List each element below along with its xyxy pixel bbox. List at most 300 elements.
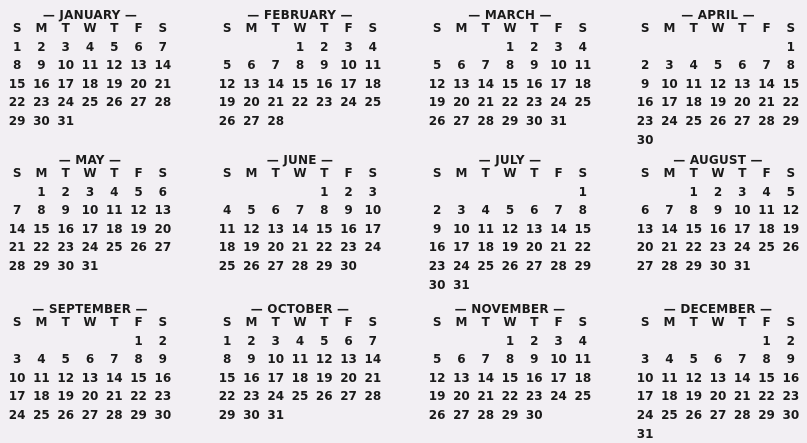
weekday-header: T: [61, 315, 70, 329]
day-cell: 25: [81, 95, 99, 110]
day-grid: [633, 164, 803, 276]
day-cell: 5: [134, 184, 143, 199]
day-cell: 27: [709, 407, 727, 422]
day-cell: 20: [453, 389, 470, 404]
day-cell: 18: [364, 76, 382, 91]
weekday-header: T: [320, 315, 329, 329]
day-cell: 2: [344, 184, 353, 199]
weekday-header: T: [271, 21, 280, 35]
day-cell: 2: [530, 333, 539, 348]
day-cell: 24: [550, 95, 567, 110]
weekday-header: T: [481, 21, 490, 35]
day-cell: 16: [315, 76, 333, 91]
day-cell: 21: [154, 76, 172, 91]
day-cell: 23: [243, 389, 260, 404]
day-cell: 21: [8, 240, 26, 255]
day-cell: 19: [782, 221, 800, 236]
day-cell: 11: [758, 203, 775, 218]
day-cell: 21: [477, 389, 495, 404]
day-cell: 26: [105, 95, 123, 110]
day-cell: 29: [33, 258, 50, 273]
day-cell: 8: [786, 58, 796, 73]
day-cell: 27: [154, 240, 172, 255]
weekday-header: S: [222, 21, 232, 35]
empty-cell: [522, 183, 546, 202]
day-cell: 20: [81, 389, 99, 404]
weekday-header: M: [663, 166, 676, 180]
day-cell: 7: [481, 58, 490, 73]
day-cell: 10: [8, 370, 26, 385]
empty-cell: [102, 332, 126, 351]
day-cell: 25: [105, 240, 123, 255]
day-cell: 2: [247, 333, 256, 348]
day-cell: 2: [786, 333, 796, 348]
day-cell: 2: [432, 203, 442, 218]
day-cell: 6: [85, 352, 95, 367]
day-cell: 13: [636, 221, 654, 236]
day-cell: 26: [428, 113, 446, 128]
day-cell: 14: [477, 76, 495, 91]
month-title: — APRIL —: [681, 8, 755, 22]
day-cell: 23: [33, 95, 50, 110]
empty-cell: [754, 38, 778, 57]
day-cell: 25: [574, 95, 592, 110]
day-cell: 17: [81, 221, 99, 236]
day-cell: 14: [8, 221, 26, 236]
day-cell: 27: [340, 389, 357, 404]
day-cell: 10: [733, 203, 751, 218]
day-cell: 17: [661, 95, 678, 110]
day-cell: 14: [105, 370, 123, 385]
empty-cell: [449, 332, 473, 351]
day-cell: 19: [218, 95, 236, 110]
empty-cell: [264, 183, 288, 202]
day-cell: 28: [364, 389, 382, 404]
day-cell: 9: [158, 352, 168, 367]
weekday-header: W: [83, 166, 97, 180]
day-cell: 25: [685, 113, 703, 128]
day-cell: 29: [782, 113, 800, 128]
weekday-header: T: [530, 166, 539, 180]
month-title: — AUGUST —: [673, 153, 763, 167]
day-grid: [215, 313, 385, 425]
day-cell: 8: [505, 58, 515, 73]
day-cell: 20: [709, 389, 727, 404]
empty-cell: [682, 38, 706, 57]
empty-cell: [730, 38, 754, 57]
day-cell: 3: [85, 184, 95, 199]
weekday-header: M: [35, 21, 48, 35]
day-cell: 29: [8, 113, 26, 128]
day-cell: 5: [110, 39, 119, 54]
day-cell: 12: [709, 76, 727, 91]
day-cell: 25: [33, 407, 50, 422]
weekday-header: W: [503, 315, 517, 329]
day-cell: 6: [530, 203, 539, 218]
day-cell: 28: [661, 258, 678, 273]
day-cell: 24: [636, 407, 654, 422]
day-cell: 11: [81, 58, 99, 73]
weekday-header: M: [35, 315, 48, 329]
day-cell: 30: [709, 258, 727, 273]
weekday-header: T: [689, 315, 698, 329]
day-cell: 27: [81, 407, 99, 422]
day-cell: 12: [130, 203, 147, 218]
day-cell: 6: [271, 203, 280, 218]
month-title: — DECEMBER —: [663, 302, 773, 316]
day-cell: 7: [271, 58, 280, 73]
day-cell: 20: [267, 240, 285, 255]
day-cell: 1: [578, 184, 588, 199]
day-cell: 23: [525, 389, 543, 404]
day-cell: 3: [271, 333, 280, 348]
day-cell: 22: [33, 240, 50, 255]
day-cell: 2: [640, 58, 650, 73]
weekday-header: T: [689, 21, 698, 35]
day-cell: 25: [477, 258, 495, 273]
weekday-header: T: [320, 166, 329, 180]
day-cell: 26: [57, 407, 75, 422]
empty-cell: [78, 332, 102, 351]
day-cell: 14: [758, 76, 775, 91]
day-cell: 8: [505, 352, 515, 367]
day-cell: 10: [453, 221, 470, 236]
day-cell: 1: [505, 39, 515, 54]
day-cell: 12: [428, 370, 446, 385]
day-cell: 4: [665, 352, 674, 367]
day-cell: 23: [428, 258, 446, 273]
day-cell: 8: [12, 58, 22, 73]
day-cell: 22: [758, 389, 775, 404]
day-grid: [633, 313, 803, 443]
day-cell: 1: [295, 39, 305, 54]
day-cell: 12: [243, 221, 260, 236]
weekday-header: M: [35, 166, 48, 180]
empty-cell: [730, 332, 754, 351]
day-cell: 21: [733, 389, 751, 404]
day-cell: 14: [661, 221, 678, 236]
day-cell: 6: [247, 58, 256, 73]
month-title: — JUNE —: [266, 153, 334, 167]
day-cell: 17: [364, 221, 382, 236]
day-cell: 27: [243, 113, 260, 128]
weekday-header: W: [711, 315, 725, 329]
day-cell: 18: [218, 240, 236, 255]
day-cell: 14: [364, 352, 382, 367]
day-cell: 9: [713, 203, 723, 218]
day-cell: 19: [57, 389, 75, 404]
day-cell: 18: [574, 76, 592, 91]
weekday-header: T: [481, 166, 490, 180]
weekday-header: S: [640, 315, 650, 329]
day-cell: 20: [453, 95, 470, 110]
day-cell: 4: [295, 333, 305, 348]
day-cell: 30: [154, 407, 172, 422]
day-cell: 16: [525, 370, 543, 385]
day-cell: 4: [85, 39, 95, 54]
day-cell: 31: [636, 426, 654, 441]
day-grid: [425, 164, 595, 294]
empty-cell: [633, 183, 657, 202]
day-cell: 28: [477, 113, 495, 128]
weekday-header: W: [711, 166, 725, 180]
day-cell: 27: [525, 258, 543, 273]
day-cell: 29: [218, 407, 236, 422]
day-cell: 14: [550, 221, 567, 236]
empty-cell: [474, 332, 498, 351]
day-cell: 15: [685, 221, 703, 236]
empty-cell: [425, 332, 449, 351]
day-cell: 1: [505, 333, 515, 348]
day-cell: 13: [453, 76, 470, 91]
day-cell: 16: [243, 370, 260, 385]
day-cell: 22: [315, 240, 333, 255]
day-cell: 14: [154, 58, 172, 73]
weekday-header: F: [134, 21, 143, 35]
day-cell: 28: [758, 113, 775, 128]
weekday-header: M: [455, 166, 468, 180]
day-cell: 8: [689, 203, 698, 218]
day-cell: 25: [574, 389, 592, 404]
day-cell: 26: [709, 113, 727, 128]
empty-cell: [633, 332, 657, 351]
empty-cell: [54, 332, 78, 351]
day-grid: [425, 313, 595, 425]
day-cell: 26: [782, 240, 800, 255]
day-cell: 5: [320, 333, 329, 348]
day-cell: 8: [222, 352, 232, 367]
day-cell: 14: [733, 370, 751, 385]
month-title: — FEBRUARY —: [247, 8, 353, 22]
day-cell: 26: [130, 240, 147, 255]
day-cell: 27: [453, 113, 470, 128]
day-cell: 7: [12, 203, 22, 218]
day-cell: 30: [525, 407, 543, 422]
empty-cell: [5, 183, 29, 202]
day-cell: 18: [574, 370, 592, 385]
day-cell: 17: [733, 221, 751, 236]
day-cell: 19: [685, 389, 703, 404]
day-cell: 2: [158, 333, 168, 348]
month-title: — NOVEMBER —: [454, 302, 566, 316]
day-cell: 12: [57, 370, 75, 385]
day-cell: 11: [291, 352, 309, 367]
month-title: — OCTOBER —: [250, 302, 350, 316]
day-cell: 28: [8, 258, 26, 273]
day-cell: 12: [428, 76, 446, 91]
day-cell: 20: [243, 95, 260, 110]
day-cell: 31: [550, 113, 567, 128]
weekday-header: S: [158, 315, 168, 329]
day-cell: 19: [105, 76, 123, 91]
day-cell: 11: [685, 76, 703, 91]
weekday-header: W: [503, 166, 517, 180]
day-cell: 5: [222, 58, 232, 73]
day-grid: [425, 19, 595, 131]
day-cell: 4: [222, 203, 232, 218]
day-cell: 15: [501, 76, 519, 91]
day-cell: 21: [550, 240, 567, 255]
day-cell: 6: [738, 58, 747, 73]
day-cell: 7: [110, 352, 119, 367]
day-cell: 11: [218, 221, 236, 236]
day-cell: 10: [550, 58, 567, 73]
day-cell: 28: [291, 258, 309, 273]
day-cell: 11: [105, 203, 123, 218]
day-cell: 23: [636, 113, 654, 128]
weekday-header: F: [762, 21, 771, 35]
day-cell: 19: [243, 240, 260, 255]
day-cell: 23: [154, 389, 172, 404]
day-cell: 24: [81, 240, 99, 255]
day-cell: 23: [315, 95, 333, 110]
empty-cell: [215, 183, 239, 202]
month-title: — MAY —: [58, 153, 122, 167]
empty-cell: [682, 332, 706, 351]
day-cell: 3: [61, 39, 70, 54]
day-cell: 10: [81, 203, 99, 218]
day-cell: 12: [315, 352, 333, 367]
weekday-header: F: [344, 315, 353, 329]
day-cell: 30: [636, 132, 654, 147]
weekday-header: F: [134, 166, 143, 180]
day-cell: 18: [105, 221, 123, 236]
weekday-header: T: [738, 315, 747, 329]
day-cell: 16: [340, 221, 357, 236]
day-cell: 1: [12, 39, 22, 54]
day-cell: 22: [130, 389, 147, 404]
day-cell: 31: [81, 258, 99, 273]
day-cell: 19: [428, 95, 446, 110]
day-cell: 3: [738, 184, 747, 199]
weekday-header: F: [554, 21, 563, 35]
day-cell: 8: [37, 203, 46, 218]
weekday-header: S: [786, 315, 796, 329]
weekday-header: S: [368, 315, 378, 329]
day-cell: 8: [762, 352, 771, 367]
empty-cell: [239, 38, 263, 57]
day-cell: 3: [457, 203, 466, 218]
day-cell: 1: [762, 333, 771, 348]
day-cell: 30: [340, 258, 357, 273]
day-cell: 9: [530, 58, 539, 73]
day-cell: 24: [733, 240, 751, 255]
day-cell: 13: [525, 221, 543, 236]
day-cell: 31: [733, 258, 751, 273]
weekday-header: W: [293, 21, 307, 35]
day-cell: 10: [364, 203, 382, 218]
weekday-header: S: [786, 21, 796, 35]
day-cell: 7: [481, 352, 490, 367]
day-cell: 21: [291, 240, 309, 255]
day-cell: 6: [640, 203, 650, 218]
weekday-header: S: [368, 166, 378, 180]
weekday-header: F: [344, 166, 353, 180]
day-cell: 13: [267, 221, 285, 236]
day-cell: 2: [37, 39, 46, 54]
weekday-header: M: [245, 21, 258, 35]
empty-cell: [425, 183, 449, 202]
day-cell: 22: [574, 240, 592, 255]
weekday-header: S: [786, 166, 796, 180]
day-cell: 10: [57, 58, 75, 73]
day-cell: 26: [501, 258, 519, 273]
day-cell: 5: [432, 58, 442, 73]
day-cell: 30: [33, 113, 50, 128]
day-cell: 13: [243, 76, 260, 91]
day-cell: 19: [709, 95, 727, 110]
day-cell: 3: [640, 352, 650, 367]
weekday-header: T: [530, 21, 539, 35]
day-cell: 15: [574, 221, 592, 236]
day-cell: 6: [344, 333, 353, 348]
day-cell: 26: [243, 258, 260, 273]
weekday-header: W: [711, 21, 725, 35]
day-cell: 5: [61, 352, 70, 367]
day-cell: 1: [689, 184, 698, 199]
day-cell: 14: [267, 76, 285, 91]
day-cell: 19: [315, 370, 333, 385]
day-cell: 6: [457, 352, 466, 367]
day-cell: 18: [758, 221, 775, 236]
day-cell: 3: [554, 39, 563, 54]
weekday-header: T: [689, 166, 698, 180]
day-cell: 3: [665, 58, 674, 73]
empty-cell: [706, 38, 730, 57]
empty-cell: [498, 183, 522, 202]
day-cell: 1: [320, 184, 329, 199]
day-grid: [5, 164, 175, 276]
day-cell: 27: [130, 95, 147, 110]
day-cell: 12: [218, 76, 236, 91]
day-cell: 24: [57, 95, 75, 110]
empty-cell: [633, 38, 657, 57]
day-cell: 23: [782, 389, 800, 404]
empty-cell: [215, 38, 239, 57]
day-cell: 18: [661, 389, 678, 404]
day-cell: 11: [661, 370, 678, 385]
weekday-header: S: [12, 315, 22, 329]
day-cell: 20: [733, 95, 751, 110]
day-cell: 12: [782, 203, 800, 218]
empty-cell: [706, 332, 730, 351]
weekday-header: T: [530, 315, 539, 329]
day-cell: 10: [636, 370, 654, 385]
weekday-header: S: [222, 315, 232, 329]
day-cell: 1: [37, 184, 46, 199]
day-cell: 31: [453, 277, 470, 292]
day-cell: 15: [218, 370, 236, 385]
day-cell: 12: [501, 221, 519, 236]
day-cell: 26: [315, 389, 333, 404]
day-cell: 11: [33, 370, 50, 385]
day-cell: 22: [291, 95, 309, 110]
day-cell: 19: [501, 240, 519, 255]
day-cell: 3: [344, 39, 353, 54]
day-cell: 16: [428, 240, 446, 255]
day-cell: 11: [364, 58, 382, 73]
day-cell: 9: [786, 352, 796, 367]
weekday-header: S: [12, 166, 22, 180]
empty-cell: [239, 183, 263, 202]
day-cell: 20: [636, 240, 654, 255]
day-cell: 5: [432, 352, 442, 367]
day-cell: 14: [477, 370, 495, 385]
weekday-header: S: [432, 315, 442, 329]
day-cell: 29: [130, 407, 147, 422]
empty-cell: [5, 332, 29, 351]
day-cell: 10: [661, 76, 678, 91]
